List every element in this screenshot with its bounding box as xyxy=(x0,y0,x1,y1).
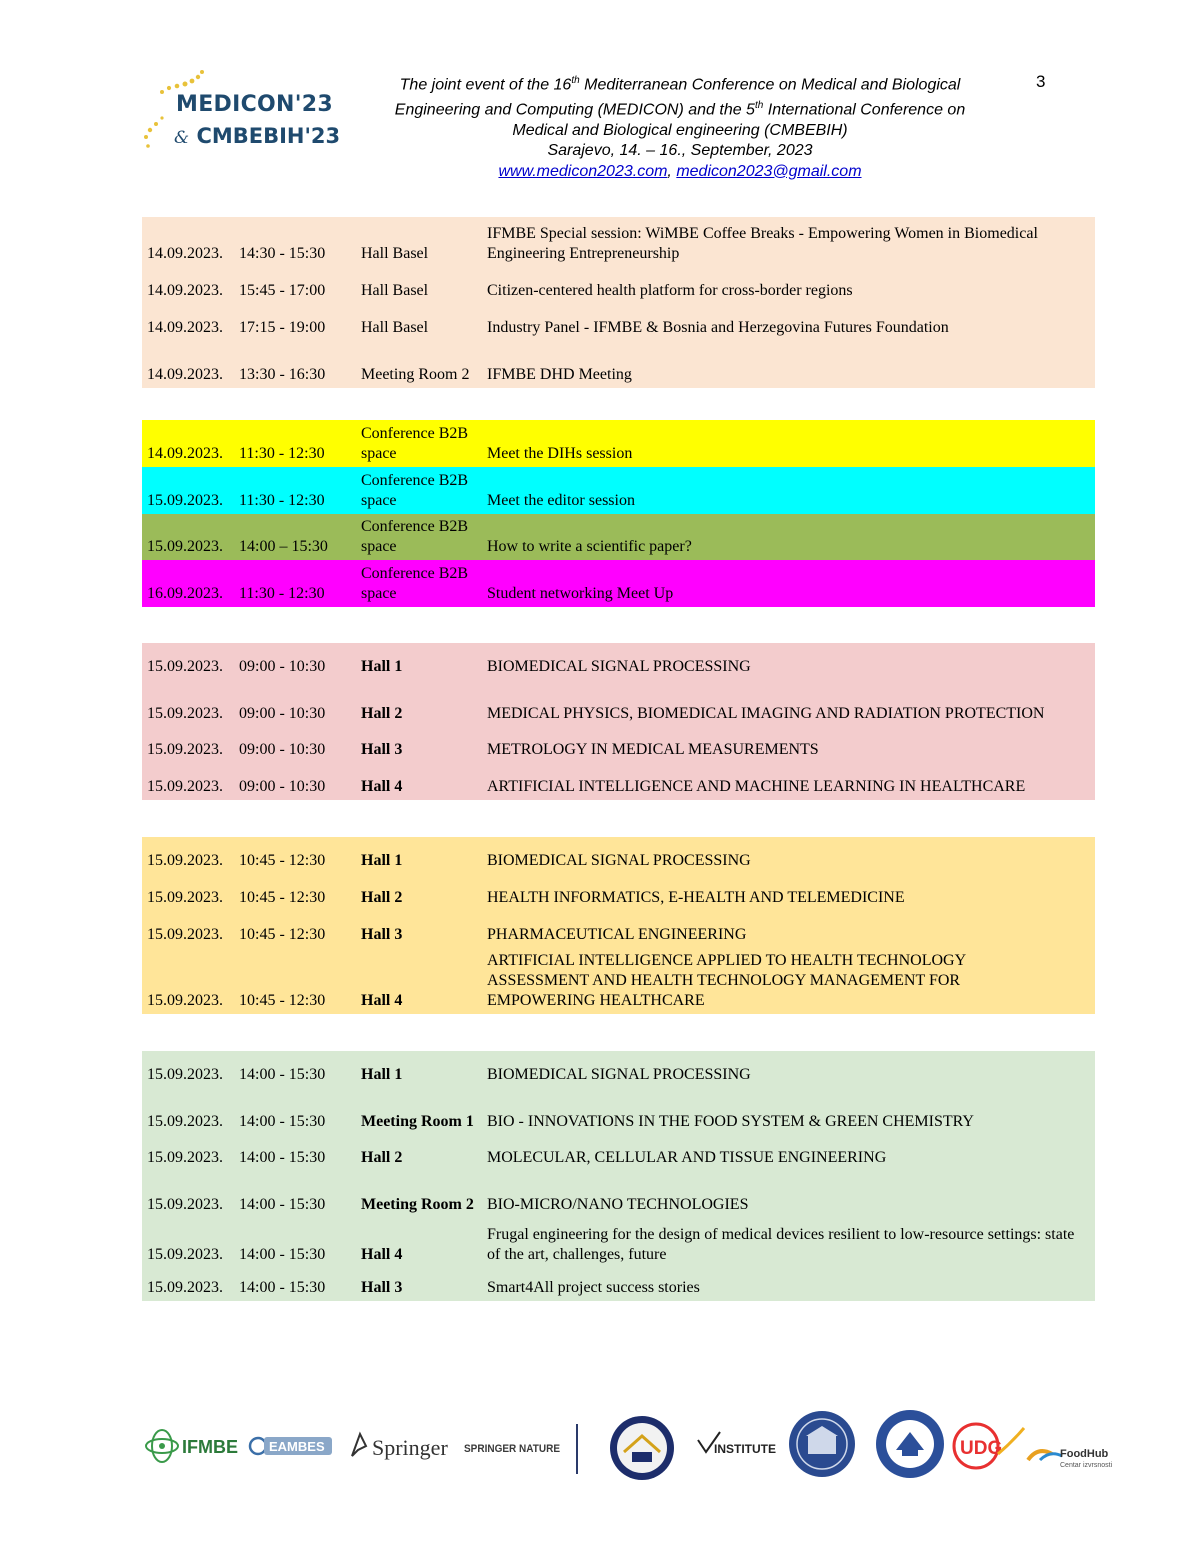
row-title: BIO-MICRO/NANO TECHNOLOGIES xyxy=(487,1196,749,1213)
sponsor-springer-nature-text: SPRINGER NATURE xyxy=(464,1443,560,1455)
row-time: 09:00 - 10:30 xyxy=(239,705,326,722)
row-time: 10:45 - 12:30 xyxy=(239,852,326,869)
row-room: Hall 1 xyxy=(361,658,403,675)
row-time: 10:45 - 12:30 xyxy=(239,992,326,1009)
row-title: METROLOGY IN MEDICAL MEASUREMENTS xyxy=(487,741,819,758)
medicon-logo xyxy=(140,66,341,156)
table-row xyxy=(142,1051,1095,1088)
header-line-1-b: Mediterranean Conference on Medical and Biological xyxy=(579,76,961,94)
header-line-2-a: Engineering and Computing (MEDICON) and the 5 xyxy=(394,101,755,119)
row-title: Meet the DIHs session xyxy=(487,445,633,462)
row-time: 09:00 - 10:30 xyxy=(239,778,326,795)
schedule-block-b2b-sessions xyxy=(142,420,1095,607)
sponsor-eambes-text: EAMBES xyxy=(269,1439,325,1454)
row-title: How to write a scientific paper? xyxy=(487,538,692,555)
row-title: BIOMEDICAL SIGNAL PROCESSING xyxy=(487,852,751,869)
header-link-separator: , xyxy=(667,162,677,180)
row-room: Hall Basel xyxy=(361,245,429,262)
row-date: 15.09.2023. xyxy=(147,778,223,795)
row-time: 11:30 - 12:30 xyxy=(239,445,325,462)
header-line-3: Medical and Biological engineering (CMBEBIH) xyxy=(512,121,848,139)
row-time: 14:00 - 15:30 xyxy=(239,1279,326,1296)
row-room: Meeting Room 2 xyxy=(361,1196,474,1213)
row-date: 14.09.2023. xyxy=(147,282,223,299)
logo-ampersand: & xyxy=(174,128,190,148)
table-row xyxy=(142,267,1095,304)
row-title: BIOMEDICAL SIGNAL PROCESSING xyxy=(487,658,751,675)
table-row xyxy=(142,837,1095,874)
row-title: IFMBE DHD Meeting xyxy=(487,366,632,383)
row-room: Hall 1 xyxy=(361,852,403,869)
row-date: 15.09.2023. xyxy=(147,852,223,869)
row-room: Hall 4 xyxy=(361,992,403,1009)
table-row xyxy=(142,680,1095,727)
row-room: Hall 3 xyxy=(361,741,403,758)
row-title: Frugal engineering for the design of medical devices resilient to low-resource settings: state of the art, challenges, future xyxy=(487,1226,1075,1263)
table-row xyxy=(142,874,1095,911)
row-title: Smart4All project success stories xyxy=(487,1279,700,1296)
row-time: 09:00 - 10:30 xyxy=(239,658,326,675)
row-time: 14:00 – 15:30 xyxy=(239,538,328,555)
table-row xyxy=(142,467,1095,514)
row-title: ARTIFICIAL INTELLIGENCE APPLIED TO HEALTH TECHNOLOGY ASSESSMENT AND HEALTH TECHNOLOGY MANAGEMENT FOR EMPOWERING HEALTHCARE xyxy=(487,952,966,1009)
udg-logo xyxy=(954,1424,1024,1468)
table-row xyxy=(142,514,1095,560)
row-time: 14:30 - 15:30 xyxy=(239,245,326,262)
sponsor-institute-text: INSTITUTE xyxy=(714,1442,776,1456)
row-date: 15.09.2023. xyxy=(147,705,223,722)
row-date: 15.09.2023. xyxy=(147,658,223,675)
table-row xyxy=(142,911,1095,948)
row-time: 13:30 - 16:30 xyxy=(239,366,326,383)
header-line-2-sup: th xyxy=(754,99,764,111)
row-title: BIOMEDICAL SIGNAL PROCESSING xyxy=(487,1066,751,1083)
row-room: Meeting Room 2 xyxy=(361,366,470,383)
row-date: 15.09.2023. xyxy=(147,492,223,509)
row-date: 15.09.2023. xyxy=(147,1066,223,1083)
row-date: 15.09.2023. xyxy=(147,741,223,758)
schedule-block-afternoon-sessions xyxy=(142,1051,1095,1301)
logo-line-cmbebih xyxy=(174,124,340,148)
row-title: IFMBE Special session: WiMBE Coffee Breaks - Empowering Women in Biomedical Engineering Entrepreneurship xyxy=(487,225,1038,262)
row-date: 14.09.2023. xyxy=(147,245,223,262)
table-row xyxy=(142,1135,1095,1171)
row-time: 15:45 - 17:00 xyxy=(239,282,326,299)
conference-header xyxy=(350,71,1010,182)
row-time: 14:00 - 15:30 xyxy=(239,1113,326,1130)
row-time: 11:30 - 12:30 xyxy=(239,492,325,509)
header-line-1 xyxy=(350,71,1010,96)
row-date: 15.09.2023. xyxy=(147,538,223,555)
logo-cmbebih-text: CMBEBIH'23 xyxy=(189,124,341,148)
row-room: Conference B2B space xyxy=(361,472,469,509)
foodhub-logo xyxy=(1028,1448,1113,1469)
schedule-block-late-morning-sessions xyxy=(142,837,1095,1014)
row-time: 17:15 - 19:00 xyxy=(239,319,326,336)
table-row xyxy=(142,217,1095,267)
table-row xyxy=(142,643,1095,680)
table-row xyxy=(142,727,1095,763)
sponsor-springer-text: Springer xyxy=(372,1435,448,1460)
row-title: MOLECULAR, CELLULAR AND TISSUE ENGINEERING xyxy=(487,1149,887,1166)
table-row xyxy=(142,341,1095,388)
row-time: 14:00 - 15:30 xyxy=(239,1149,326,1166)
row-room: Hall 3 xyxy=(361,1279,403,1296)
row-time: 14:00 - 15:30 xyxy=(239,1196,326,1213)
page-number: 3 xyxy=(1036,72,1046,91)
row-date: 15.09.2023. xyxy=(147,1246,223,1263)
row-room: Hall 2 xyxy=(361,889,403,906)
logo-line-medicon: MEDICON'23 xyxy=(176,92,333,117)
row-title: ARTIFICIAL INTELLIGENCE AND MACHINE LEARNING IN HEALTHCARE xyxy=(487,778,1026,795)
row-room: Conference B2B space xyxy=(361,565,469,602)
row-room: Hall 4 xyxy=(361,1246,403,1263)
row-room: Hall 3 xyxy=(361,926,403,943)
institute-logo xyxy=(698,1432,776,1456)
table-row xyxy=(142,1218,1095,1268)
row-room: Hall 1 xyxy=(361,1066,403,1083)
table-row xyxy=(142,1171,1095,1218)
table-row xyxy=(142,420,1095,467)
row-date: 14.09.2023. xyxy=(147,445,223,462)
row-room: Meeting Room 1 xyxy=(361,1113,474,1130)
row-date: 15.09.2023. xyxy=(147,1113,223,1130)
row-time: 11:30 - 12:30 xyxy=(239,585,325,602)
header-line-5 xyxy=(350,162,1010,183)
row-room: Hall Basel xyxy=(361,282,429,299)
university-sarajevo-seal-icon xyxy=(789,1411,855,1477)
schedule-block-special-sessions xyxy=(142,217,1095,388)
springer-logo xyxy=(352,1434,448,1460)
header-line-1-a: The joint event of the 16 xyxy=(399,76,572,94)
table-row xyxy=(142,948,1095,1014)
header-line-1-sup: th xyxy=(571,75,580,86)
header-line-2 xyxy=(350,96,1010,121)
row-date: 15.09.2023. xyxy=(147,992,223,1009)
row-title: Meet the editor session xyxy=(487,492,635,509)
row-title: MEDICAL PHYSICS, BIOMEDICAL IMAGING AND RADIATION PROTECTION xyxy=(487,705,1045,722)
row-room: Hall 2 xyxy=(361,705,403,722)
table-row xyxy=(142,1088,1095,1135)
row-time: 14:00 - 15:30 xyxy=(239,1066,326,1083)
row-title: Industry Panel - IFMBE & Bosnia and Herzegovina Futures Foundation xyxy=(487,319,949,336)
sponsor-udg-text: UDG xyxy=(960,1438,1003,1459)
sponsor-foodhub-text: FoodHub xyxy=(1060,1448,1109,1460)
email-link[interactable]: medicon2023@gmail.com xyxy=(676,162,862,180)
sponsor-ifmbe-text: IFMBE xyxy=(182,1437,238,1457)
row-title: Citizen-centered health platform for cross-border regions xyxy=(487,282,853,299)
sponsor-foodhub-subtitle: Centar izvrsnosti xyxy=(1060,1462,1113,1469)
sponsor-logos xyxy=(140,1410,1130,1480)
row-time: 10:45 - 12:30 xyxy=(239,889,326,906)
row-room: Hall 4 xyxy=(361,778,403,795)
row-room: Conference B2B space xyxy=(361,425,469,462)
row-room: Hall 2 xyxy=(361,1149,403,1166)
table-row xyxy=(142,560,1095,607)
row-time: 10:45 - 12:30 xyxy=(239,926,326,943)
row-date: 15.09.2023. xyxy=(147,1279,223,1296)
row-title: BIO - INNOVATIONS IN THE FOOD SYSTEM & GREEN CHEMISTRY xyxy=(487,1113,974,1130)
table-row xyxy=(142,763,1095,800)
row-room: Conference B2B space xyxy=(361,518,469,555)
ifmbe-logo xyxy=(146,1430,238,1462)
header-line-4: Sarajevo, 14. – 16., September, 2023 xyxy=(547,142,813,160)
row-date: 14.09.2023. xyxy=(147,319,223,336)
row-room: Hall Basel xyxy=(361,319,429,336)
row-title: PHARMACEUTICAL ENGINEERING xyxy=(487,926,747,943)
row-date: 15.09.2023. xyxy=(147,889,223,906)
university-seal-icon xyxy=(610,1416,674,1480)
table-row xyxy=(142,304,1095,341)
row-title: HEALTH INFORMATICS, E-HEALTH AND TELEMEDICINE xyxy=(487,889,905,906)
row-date: 14.09.2023. xyxy=(147,366,223,383)
row-time: 09:00 - 10:30 xyxy=(239,741,326,758)
university-banja-luka-seal-icon xyxy=(876,1410,944,1478)
row-date: 15.09.2023. xyxy=(147,1196,223,1213)
website-link[interactable]: www.medicon2023.com xyxy=(498,162,668,180)
eambes-logo xyxy=(250,1437,332,1455)
header-line-2-b: International Conference on xyxy=(763,101,966,119)
row-time: 14:00 - 15:30 xyxy=(239,1246,326,1263)
sponsor-logos-strip xyxy=(140,1410,1130,1480)
table-row xyxy=(142,1268,1095,1301)
row-date: 16.09.2023. xyxy=(147,585,223,602)
row-title: Student networking Meet Up xyxy=(487,585,674,602)
schedule-block-morning-sessions xyxy=(142,643,1095,800)
row-date: 15.09.2023. xyxy=(147,1149,223,1166)
row-date: 15.09.2023. xyxy=(147,926,223,943)
